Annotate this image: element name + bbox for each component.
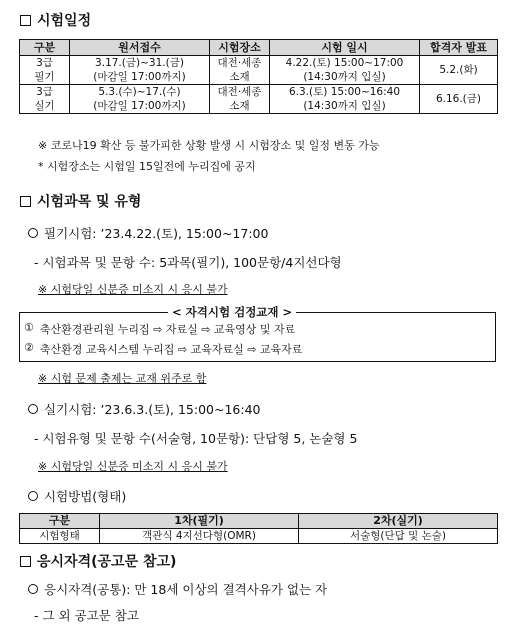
schedule-header-cell: 시험 일시 [270,40,420,56]
circle-bullet-icon [28,491,38,501]
schedule-cell-time [270,56,420,85]
method-cell: 객관식 4지선다형(OMR) [100,529,299,544]
written-exam-line [28,224,268,242]
schedule-table [19,39,498,114]
schedule-cell-time [270,85,420,114]
method-row [20,529,498,544]
qualification-text: 응시자격(공통): 만 18세 이상의 결격사유가 없는 자 [44,582,328,597]
cell-line: 대전·세종 [217,57,262,69]
written-id-note: ※ 시험당일 신분증 미소지 시 응시 불가 [38,283,228,296]
schedule-cell-type [20,85,70,114]
cell-line: (마감일 17:00까지) [93,71,186,83]
method-title-line [28,487,126,505]
schedule-cell-announce: 5.2.(화) [420,56,498,85]
method-header-row [20,514,498,529]
qualification-line [28,580,327,598]
schedule-note-covid: ※ 코로나19 확산 등 불가피한 상황 발생 시 시험장소 및 일정 변동 가능 [38,139,380,152]
practical-id-note: ※ 시험당일 신분증 미소지 시 응시 불가 [38,460,228,473]
section-title-qualification [20,551,176,571]
cell-line: (마감일 17:00까지) [93,100,186,112]
textbook-item-1-text: 축산환경관리원 누리집 ⇨ 자료실 ⇨ 교육영상 및 자료 [39,323,296,336]
circle-bullet-icon [28,404,38,414]
method-header-cell: 구분 [20,514,100,529]
schedule-header-cell: 시험장소 [210,40,270,56]
practical-exam-text: 실기시험: ’23.6.3.(토), 15:00~16:40 [44,402,261,417]
cell-line: 실기 [34,100,55,112]
schedule-cell-announce: 6.16.(금) [420,85,498,114]
checkbox-square-icon [20,196,31,207]
schedule-cell-place [210,56,270,85]
cell-line: (14:30까지 입실) [303,71,386,83]
item-number: ② [24,341,34,354]
schedule-header-cell: 구분 [20,40,70,56]
practical-exam-line [28,400,261,418]
method-table [19,513,498,544]
method-cell: 서술형(단답 및 논술) [299,529,498,544]
method-title-text: 시험방법(형태) [44,489,127,504]
textbook-item-2-text: 축산환경 교육시스템 누리집 ⇨ 교육자료실 ⇨ 교육자료 [39,343,303,356]
cell-line: 4.22.(토) 15:00~17:00 [285,57,404,69]
checkbox-square-icon [20,556,31,567]
cell-line: 필기 [34,71,55,83]
cell-line: 3급 [36,86,53,98]
practical-detail-line: - 시험유형 및 문항 수(서술형, 10문항): 단답형 5, 논술형 5 [34,431,358,446]
method-cell: 시험형태 [20,529,100,544]
schedule-cell-application [70,56,210,85]
schedule-header-cell: 합격자 발표 [420,40,498,56]
item-number: ① [24,321,34,334]
circle-bullet-icon [28,228,38,238]
cell-line: 3급 [36,57,53,69]
method-header-cell: 1차(필기) [100,514,299,529]
section-title-schedule [20,10,91,30]
cell-line: 소재 [229,100,250,112]
schedule-header-row [20,40,498,56]
textbook-note: ※ 시험 문제 출제는 교재 위주로 함 [38,372,207,385]
textbook-item-1 [24,321,295,337]
cell-line: 5.3.(수)~17.(수) [98,86,181,98]
schedule-note-place: * 시험장소는 시험일 15일전에 누리집에 공지 [38,160,256,173]
section-title-schedule-text: 시험일정 [37,13,92,29]
cell-line: (14:30까지 입실) [303,100,386,112]
textbook-item-2 [24,341,302,357]
schedule-cell-application [70,85,210,114]
method-header-cell: 2차(실기) [299,514,498,529]
cell-line: 소재 [229,71,250,83]
schedule-cell-place [210,85,270,114]
schedule-cell-type [20,56,70,85]
circle-bullet-icon [28,584,38,594]
qualification-other-line: - 그 외 공고문 참고 [34,608,139,623]
schedule-row-practical [20,85,498,114]
written-exam-text: 필기시험: ’23.4.22.(토), 15:00~17:00 [44,226,269,241]
section-title-qualification-text: 응시자격(공고문 참고) [37,554,177,570]
checkbox-square-icon [20,15,31,26]
written-detail-line: - 시험과목 및 문항 수: 5과목(필기), 100문항/4지선다형 [34,255,342,270]
section-title-subjects-text: 시험과목 및 유형 [37,194,142,210]
textbook-title: < 자격시험 검정교재 > [168,304,296,320]
cell-line: 3.17.(금)~31.(금) [95,57,184,69]
schedule-row-written [20,56,498,85]
schedule-header-cell: 원서접수 [70,40,210,56]
cell-line: 대전·세종 [217,86,262,98]
section-title-subjects [20,191,141,211]
cell-line: 6.3.(토) 15:00~16:40 [288,86,401,98]
